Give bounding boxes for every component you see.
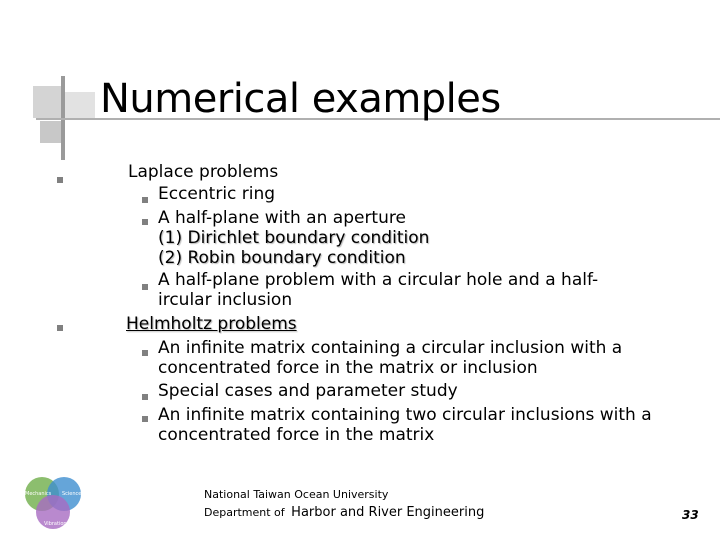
- bullet-icon: [142, 219, 148, 225]
- list-item-level2: A half-plane with an aperture: [158, 208, 406, 228]
- decoration-square: [33, 86, 61, 118]
- bullet-icon: [57, 325, 63, 331]
- list-item-continuation: ircular inclusion: [158, 290, 293, 310]
- footer-department-name: Harbor and River Engineering: [291, 505, 485, 520]
- decoration-square: [40, 121, 61, 143]
- footer-university: National Taiwan Ocean University: [204, 488, 389, 501]
- list-item-continuation: (2) Robin boundary condition: [158, 248, 406, 268]
- list-item-level2: Eccentric ring: [158, 184, 276, 204]
- footer-department: [204, 505, 484, 520]
- list-item-level2: Special cases and parameter study: [158, 381, 458, 401]
- bullet-icon: [142, 416, 148, 422]
- bullet-icon: [142, 350, 148, 356]
- list-item-level1: Laplace problems: [128, 162, 279, 182]
- list-item-continuation: concentrated force in the matrix or inclusion: [158, 358, 538, 378]
- list-item-continuation: (1) Dirichlet boundary condition: [158, 228, 430, 248]
- logo-text: Mechanics: [25, 491, 52, 497]
- list-item-level2: An infinite matrix containing two circular inclusions with a: [158, 405, 652, 425]
- list-item-continuation: concentrated force in the matrix: [158, 425, 435, 445]
- list-item-level2: An infinite matrix containing a circular inclusion with a: [158, 338, 623, 358]
- slide-title: Numerical examples: [100, 76, 501, 122]
- footer-department-prefix: Department of: [204, 506, 285, 519]
- page-number: 33: [682, 508, 699, 522]
- bullet-icon: [142, 197, 148, 203]
- list-item-level1: Helmholtz problems: [126, 314, 297, 334]
- logo-icon: [22, 470, 84, 532]
- logo-text: Science: [62, 491, 82, 497]
- logo-text: Vibration: [44, 521, 67, 527]
- list-item-level2: A half-plane problem with a circular hole and a half-: [158, 270, 599, 290]
- decoration-square: [65, 92, 95, 118]
- bullet-icon: [57, 177, 63, 183]
- bullet-icon: [142, 284, 148, 290]
- bullet-icon: [142, 394, 148, 400]
